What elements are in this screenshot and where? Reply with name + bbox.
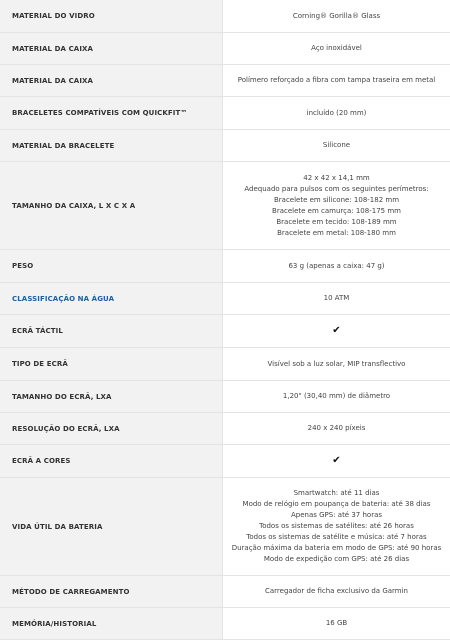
spec-value-line: Bracelete em tecido: 108-189 mm <box>276 217 397 226</box>
spec-row-charging-method <box>0 576 450 608</box>
spec-row-battery-life <box>0 478 450 576</box>
spec-value-line: 10 ATM <box>323 294 350 302</box>
spec-row-display-size <box>0 381 450 413</box>
spec-value <box>222 0 450 32</box>
spec-value-line: 16 GB <box>325 619 348 627</box>
spec-value <box>222 413 450 444</box>
spec-value <box>222 381 450 412</box>
spec-value-line: incluído (20 mm) <box>306 108 367 117</box>
spec-value-line: 240 x 240 píxeis <box>307 424 366 432</box>
spec-value-line: Modo de expedição com GPS: até 26 dias <box>263 555 410 563</box>
spec-value-line: Adequado para pulsos com os seguintes perímetros: <box>244 184 429 193</box>
spec-value-line: Smartwatch: até 11 dias <box>293 489 380 497</box>
spec-value <box>222 250 450 282</box>
spec-value <box>222 97 450 129</box>
spec-value-line: Duração máxima da bateria em modo de GPS: até 90 horas <box>231 544 442 552</box>
spec-value-line: Apenas GPS: até 37 horas <box>290 511 383 519</box>
water-rating-link[interactable]: CLASSIFICAÇÃO NA ÁGUA <box>0 283 222 314</box>
spec-value-line: Bracelete em silicone: 108-182 mm <box>273 195 400 204</box>
spec-label: TIPO DE ECRÃ <box>0 348 222 380</box>
spec-label: VIDA ÚTIL DA BATERIA <box>0 478 222 575</box>
spec-value-line: 63 g (apenas a caixa: 47 g) <box>288 261 385 270</box>
spec-value <box>222 65 450 96</box>
spec-value-line: Polímero reforçado a fibra com tampa traseira em metal <box>237 76 436 84</box>
spec-value <box>222 162 450 249</box>
checkmark-icon: ✔ <box>332 455 341 466</box>
spec-value <box>222 478 450 575</box>
spec-label: MEMÓRIA/HISTORIAL <box>0 608 222 639</box>
spec-label: MATERIAL DA CAIXA <box>0 33 222 64</box>
spec-value-line: Modo de relógio em poupança de bateria: até 38 dias <box>242 500 431 508</box>
spec-value <box>222 608 450 639</box>
spec-value <box>222 348 450 380</box>
spec-label: MATERIAL DA BRACELETE <box>0 130 222 161</box>
spec-row-band-material <box>0 130 450 162</box>
spec-value <box>222 33 450 64</box>
spec-row-display-type <box>0 348 450 381</box>
spec-label: PESO <box>0 250 222 282</box>
spec-value-line: Corning® Gorilla® Glass <box>292 11 381 20</box>
spec-row-case-material <box>0 33 450 65</box>
spec-label: TAMANHO DA CAIXA, L X C X A <box>0 162 222 249</box>
spec-row-weight <box>0 250 450 283</box>
spec-value-line: Bracelete em camurça: 108-175 mm <box>272 206 401 215</box>
spec-label: MÉTODO DE CARREGAMENTO <box>0 576 222 607</box>
spec-value-line: Todos os sistemas de satélites: até 26 horas <box>259 522 414 530</box>
spec-label: MATERIAL DA CAIXA <box>0 65 222 96</box>
spec-value-line: 1,20" (30,40 mm) de diâmetro <box>282 392 391 400</box>
spec-value-line: Carregador de ficha exclusivo da Garmin <box>264 587 408 595</box>
spec-row-memory <box>0 608 450 640</box>
spec-row-case-material-2 <box>0 65 450 97</box>
spec-label: MATERIAL DO VIDRO <box>0 0 222 32</box>
spec-label: ECRÃ A CORES <box>0 445 222 477</box>
spec-value <box>222 576 450 607</box>
spec-row-color-display <box>0 445 450 478</box>
spec-label: TAMANHO DO ECRÃ, LXA <box>0 381 222 412</box>
spec-value-line: Silicone <box>322 141 351 149</box>
spec-row-quickfit-bands <box>0 97 450 130</box>
spec-value <box>222 445 450 477</box>
spec-row-touchscreen <box>0 315 450 348</box>
spec-value <box>222 130 450 161</box>
spec-value <box>222 283 450 314</box>
checkmark-icon: ✔ <box>332 325 341 336</box>
spec-row-water-rating <box>0 283 450 315</box>
spec-value-line: 42 x 42 x 14,1 mm <box>303 173 370 182</box>
spec-value-line: Bracelete em metal: 108-180 mm <box>277 228 396 237</box>
spec-value-line: Aço inoxidável <box>311 44 362 52</box>
spec-value-line: Visível sob a luz solar, MIP transflectivo <box>267 359 406 368</box>
spec-value <box>222 315 450 347</box>
spec-value-line: Todos os sistemas de satélite e música: até 7 horas <box>246 533 427 541</box>
spec-label: ECRÃ TÁCTIL <box>0 315 222 347</box>
spec-label: RESOLUÇÃO DO ECRÃ, LXA <box>0 413 222 444</box>
spec-row-case-size <box>0 162 450 250</box>
spec-row-display-resolution <box>0 413 450 445</box>
spec-row-glass-material <box>0 0 450 33</box>
spec-label: BRACELETES COMPATÍVEIS COM QUICKFIT™ <box>0 97 222 129</box>
